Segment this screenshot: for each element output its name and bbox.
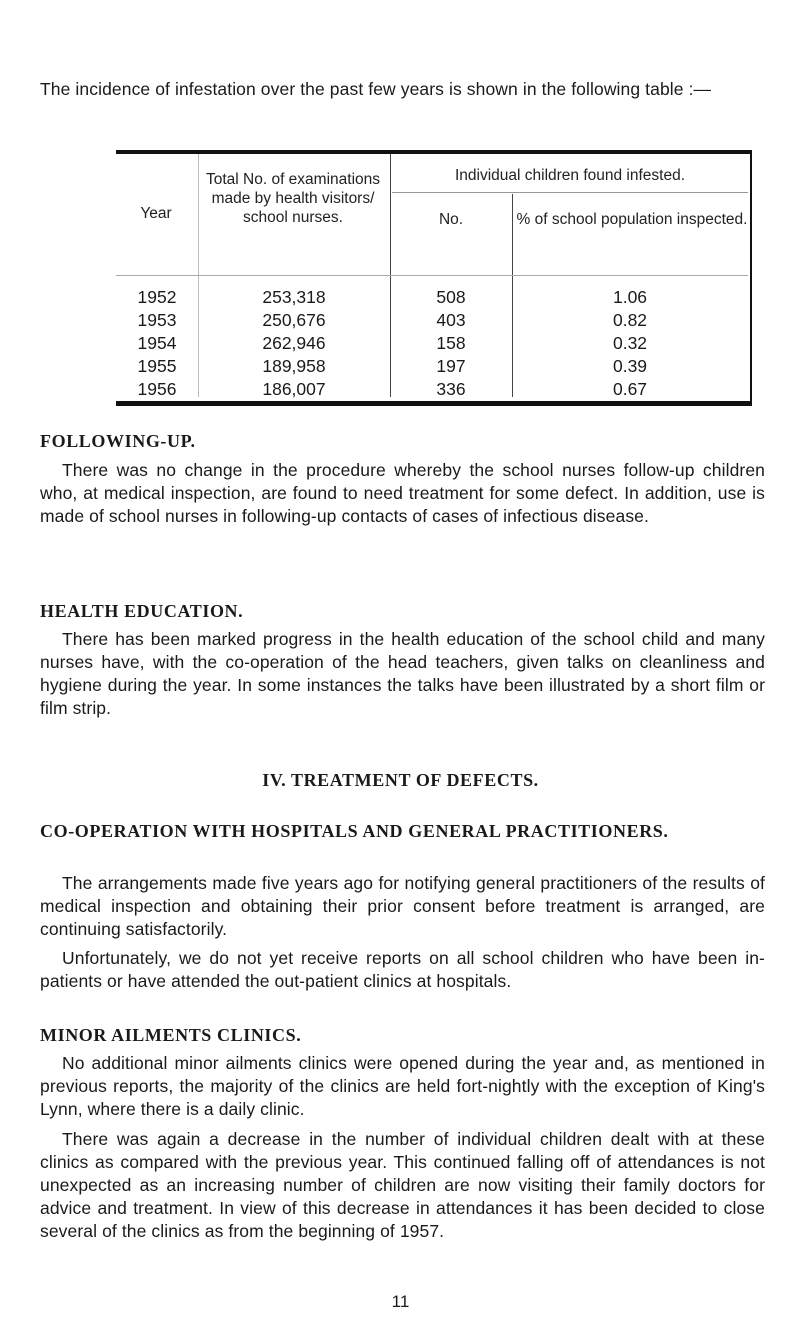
number-column xyxy=(390,286,512,401)
header-individual-children: Individual children found infested. xyxy=(454,167,686,184)
table-cell: 262,946 xyxy=(262,333,326,353)
section-iv-heading: IV. TREATMENT OF DEFECTS. xyxy=(262,770,539,790)
total-column xyxy=(198,286,390,401)
table-cell: 0.32 xyxy=(612,333,648,353)
health-education-paragraph: There has been marked progress in the health education of the school child and many nurses have, with the co-operation of the head teachers, given talks on cleanliness and hygiene during the year. In some instances the talks have been illustrated by a short film or film strip. xyxy=(40,629,765,718)
intro-paragraph: The incidence of infestation over the past few years is shown in the following table :— xyxy=(40,79,712,99)
header-number: No. xyxy=(438,211,464,228)
cooperation-paragraph-1: The arrangements made five years ago for notifying general practitioners of the results of medical inspection and obtaining their prior consent before treatment is arranged, are continuing satisfactorily. xyxy=(40,873,765,939)
header-rule xyxy=(116,275,748,276)
header-rule xyxy=(392,192,748,193)
minor-ailments-paragraph-1: No additional minor ailments clinics were opened during the year and, as mentioned in previous reports, the majority of the clinics are held fort-nightly with the exception of King's Lynn, where there is a daily clinic. xyxy=(40,1053,765,1119)
header-total-examinations: Total No. of examinations made by health visitors/ school nurses. xyxy=(205,171,381,226)
table-cell: 186,007 xyxy=(262,379,326,399)
table-cell: 1956 xyxy=(137,379,177,399)
table-cell: 1954 xyxy=(137,333,177,353)
table-cell: 0.67 xyxy=(612,379,648,399)
table-cell: 1953 xyxy=(137,310,177,330)
table-cell: 0.39 xyxy=(612,356,648,376)
table-cell: 197 xyxy=(436,356,466,376)
minor-ailments-heading: MINOR AILMENTS CLINICS. xyxy=(40,1025,302,1045)
following-up-paragraph: There was no change in the procedure whereby the school nurses follow-up children who, at medical inspection, are found to need treatment for some defect. In addition, use is made of school nurses in following-up contacts of cases of infectious disease. xyxy=(40,460,765,526)
cooperation-paragraph-2: Unfortunately, we do not yet receive reports on all school children who have been in-patients or have attended the out-patient clinics at hospitals. xyxy=(40,948,765,991)
table-cell: 189,958 xyxy=(262,356,326,376)
table-cell: 336 xyxy=(436,379,466,399)
table-cell: 1955 xyxy=(137,356,177,376)
table-cell: 403 xyxy=(436,310,466,330)
table-cell: 0.82 xyxy=(612,310,648,330)
table-cell: 1.06 xyxy=(612,287,648,307)
cooperation-heading: CO-OPERATION WITH HOSPITALS AND GENERAL PRACTITIONERS. xyxy=(40,821,669,841)
health-education-heading: HEALTH EDUCATION. xyxy=(40,601,244,621)
year-column xyxy=(116,286,198,401)
table-cell: 508 xyxy=(436,287,466,307)
header-year: Year xyxy=(140,205,172,222)
minor-ailments-paragraph-2: There was again a decrease in the number of individual children dealt with at these clinics as compared with the previous year. This continued falling off of attendances is not unexpected as an increasing number of children are now visiting their family doctors for advice and treatment. In view of this decrease in attendances it has been decided to close several of the clinics as from the beginning of 1957. xyxy=(40,1129,765,1241)
table-cell: 1952 xyxy=(137,287,177,307)
table-cell: 250,676 xyxy=(262,310,326,330)
header-percent-population: % of school population inspected. xyxy=(516,211,748,228)
following-up-heading: FOLLOWING-UP. xyxy=(40,431,196,451)
page-number: 11 xyxy=(391,1292,410,1311)
infestation-table xyxy=(116,150,752,406)
table-cell: 158 xyxy=(436,333,466,353)
table-cell: 253,318 xyxy=(262,287,326,307)
percent-column xyxy=(512,286,748,401)
